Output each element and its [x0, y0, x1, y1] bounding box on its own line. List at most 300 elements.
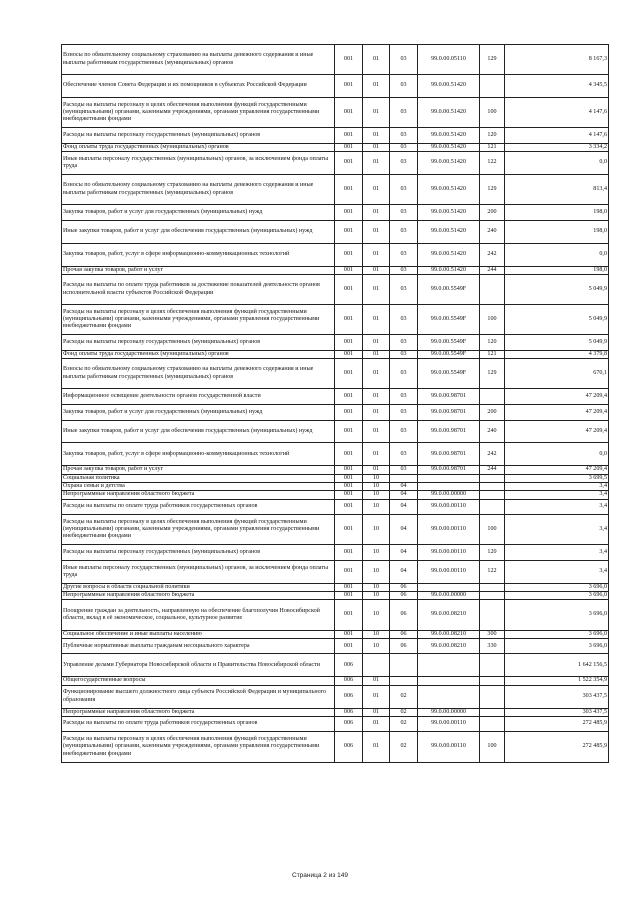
subsection-code-cell: 06 — [390, 638, 418, 654]
target-article-cell: 99.0.00.51420 — [418, 128, 480, 144]
row-name-cell: Расходы на выплаты персоналу в целях обеспечения выполнения функций государственными (муниципальными) органами, казенными учреждениями, органами управления государственными внебюджетными фондами — [62, 305, 335, 335]
ved-code-cell: 001 — [335, 491, 363, 499]
amount-cell: 3 696,0 — [505, 592, 609, 600]
expense-type-cell: 330 — [480, 638, 505, 654]
table-row — [62, 592, 609, 600]
amount-cell: 1 522 354,9 — [505, 677, 609, 685]
target-article-cell: 99.0.00.51420 — [418, 220, 480, 243]
row-name-cell: Расходы на выплаты персоналу в целях обеспечения выполнения функций государственными (муниципальными) органами, казенными учреждениями, органами управления государственными внебюджетными фондами — [62, 98, 335, 128]
section-code-cell: 10 — [363, 583, 390, 591]
amount-cell: 3 696,0 — [505, 630, 609, 638]
ved-code-cell: 006 — [335, 685, 363, 708]
section-code-cell: 10 — [363, 560, 390, 583]
expense-type-cell: 240 — [480, 220, 505, 243]
table-row — [62, 205, 609, 221]
target-article-cell: 99.0.00.5549F — [418, 335, 480, 351]
amount-cell: 3,4 — [505, 499, 609, 515]
expense-type-cell: 121 — [480, 143, 505, 151]
expense-type-cell: 129 — [480, 359, 505, 389]
section-code-cell: 01 — [363, 205, 390, 221]
ved-code-cell: 001 — [335, 152, 363, 175]
subsection-code-cell: 02 — [390, 732, 418, 762]
section-code-cell: 10 — [363, 499, 390, 515]
expense-type-cell: 120 — [480, 545, 505, 561]
subsection-code-cell: 03 — [390, 389, 418, 405]
ved-code-cell: 006 — [335, 708, 363, 716]
table-row — [62, 583, 609, 591]
section-code-cell: 01 — [363, 708, 390, 716]
table-row — [62, 266, 609, 274]
ved-code-cell: 001 — [335, 305, 363, 335]
amount-cell: 272 485,9 — [505, 716, 609, 732]
table-row — [62, 359, 609, 389]
section-code-cell: 01 — [363, 220, 390, 243]
row-name-cell: Расходы на выплаты персоналу государственных (муниципальных) органов — [62, 128, 335, 144]
section-code-cell: 01 — [363, 466, 390, 474]
ved-code-cell: 001 — [335, 404, 363, 420]
section-code-cell: 01 — [363, 45, 390, 75]
section-code-cell: 01 — [363, 75, 390, 98]
target-article-cell — [418, 677, 480, 685]
row-name-cell: Расходы на выплаты персоналу в целях обеспечения выполнения функций государственными (муниципальными) органами, казенными учреждениями, органами управления государственными внебюджетными фондами — [62, 732, 335, 762]
target-article-cell: 99.0.00.98701 — [418, 466, 480, 474]
amount-cell: 47 209,4 — [505, 389, 609, 405]
amount-cell: 670,1 — [505, 359, 609, 389]
expense-type-cell — [480, 583, 505, 591]
table-row — [62, 128, 609, 144]
section-code-cell: 10 — [363, 482, 390, 490]
table-row — [62, 152, 609, 175]
ved-code-cell: 001 — [335, 266, 363, 274]
target-article-cell: 99.0.00.98701 — [418, 389, 480, 405]
row-name-cell: Функционирование высшего должностного лица субъекта Российской Федерации и муниципального образования — [62, 685, 335, 708]
expense-type-cell — [480, 600, 505, 630]
target-article-cell: 99.0.00.00000 — [418, 708, 480, 716]
amount-cell: 8 167,3 — [505, 45, 609, 75]
expense-type-cell — [480, 482, 505, 490]
subsection-code-cell: 04 — [390, 515, 418, 545]
subsection-code-cell — [390, 677, 418, 685]
expense-type-cell — [480, 677, 505, 685]
row-name-cell: Расходы на выплаты персоналу в целях обеспечения выполнения функций государственными (муниципальными) органами, казенными учреждениями, органами управления государственными внебюджетными фондами — [62, 515, 335, 545]
expense-type-cell — [480, 274, 505, 304]
row-name-cell: Взносы по обязательному социальному страхованию на выплаты денежного содержания и иные выплаты работникам государственных (муниципальных) органов — [62, 359, 335, 389]
page-footer: Страница 2 из 149 — [292, 872, 348, 879]
ved-code-cell: 001 — [335, 274, 363, 304]
subsection-code-cell: 03 — [390, 220, 418, 243]
ved-code-cell: 001 — [335, 243, 363, 266]
row-name-cell: Закупка товаров, работ, услуг в сфере информационно-коммуникационных технологий — [62, 243, 335, 266]
target-article-cell: 99.0.00.51420 — [418, 205, 480, 221]
amount-cell: 4 379,8 — [505, 350, 609, 358]
row-name-cell: Поощрение граждан за деятельность, направленную на обеспечение благополучия Новосибирской области, вклад в её экономическое, социальное, культурное развитие — [62, 600, 335, 630]
subsection-code-cell: 03 — [390, 274, 418, 304]
ved-code-cell: 001 — [335, 560, 363, 583]
expense-type-cell: 122 — [480, 560, 505, 583]
ved-code-cell: 001 — [335, 359, 363, 389]
amount-cell: 3,4 — [505, 545, 609, 561]
subsection-code-cell — [390, 654, 418, 677]
expense-type-cell — [480, 708, 505, 716]
table-row — [62, 732, 609, 762]
expense-type-cell: 100 — [480, 515, 505, 545]
amount-cell: 0,0 — [505, 443, 609, 466]
expense-type-cell — [480, 499, 505, 515]
ved-code-cell: 001 — [335, 143, 363, 151]
section-code-cell: 01 — [363, 443, 390, 466]
subsection-code-cell: 03 — [390, 152, 418, 175]
amount-cell: 5 049,9 — [505, 305, 609, 335]
amount-cell: 0,0 — [505, 152, 609, 175]
amount-cell: 0,0 — [505, 243, 609, 266]
row-name-cell: Информационное освещение деятельности органов государственной власти — [62, 389, 335, 405]
target-article-cell: 99.0.00.08210 — [418, 630, 480, 638]
ved-code-cell: 006 — [335, 654, 363, 677]
target-article-cell: 99.0.00.00110 — [418, 732, 480, 762]
target-article-cell — [418, 583, 480, 591]
table-row — [62, 708, 609, 716]
target-article-cell: 99.0.00.5549F — [418, 274, 480, 304]
expense-type-cell — [480, 592, 505, 600]
target-article-cell: 99.0.00.5549F — [418, 305, 480, 335]
subsection-code-cell: 04 — [390, 560, 418, 583]
expense-type-cell: 242 — [480, 443, 505, 466]
target-article-cell: 99.0.00.98701 — [418, 443, 480, 466]
section-code-cell: 01 — [363, 266, 390, 274]
subsection-code-cell: 03 — [390, 243, 418, 266]
expense-type-cell: 100 — [480, 305, 505, 335]
amount-cell: 47 209,4 — [505, 420, 609, 443]
table-row — [62, 45, 609, 75]
ved-code-cell: 001 — [335, 583, 363, 591]
subsection-code-cell: 04 — [390, 491, 418, 499]
table-row — [62, 654, 609, 677]
subsection-code-cell: 03 — [390, 205, 418, 221]
target-article-cell: 99.0.00.00110 — [418, 545, 480, 561]
subsection-code-cell: 02 — [390, 716, 418, 732]
section-code-cell: 01 — [363, 404, 390, 420]
target-article-cell: 99.0.00.00110 — [418, 716, 480, 732]
ved-code-cell: 006 — [335, 732, 363, 762]
row-name-cell: Взносы по обязательному социальному страхованию на выплаты денежного содержания и иные выплаты работникам государственных (муниципальных) органов — [62, 45, 335, 75]
subsection-code-cell: 03 — [390, 98, 418, 128]
amount-cell: 4 345,5 — [505, 75, 609, 98]
amount-cell: 303 437,5 — [505, 685, 609, 708]
table-row — [62, 98, 609, 128]
ved-code-cell: 001 — [335, 175, 363, 205]
expense-type-cell: 200 — [480, 404, 505, 420]
table-row — [62, 499, 609, 515]
section-code-cell: 10 — [363, 515, 390, 545]
target-article-cell: 99.0.00.08210 — [418, 600, 480, 630]
target-article-cell: 99.0.00.5549F — [418, 359, 480, 389]
expense-type-cell: 300 — [480, 630, 505, 638]
subsection-code-cell: 04 — [390, 499, 418, 515]
ved-code-cell: 001 — [335, 545, 363, 561]
table-row — [62, 638, 609, 654]
row-name-cell: Расходы на выплаты по оплате труда работников за достижение показателей деятельности органов исполнительной власти субъектов Российской Федерации — [62, 274, 335, 304]
section-code-cell — [363, 654, 390, 677]
expense-type-cell: 121 — [480, 350, 505, 358]
section-code-cell: 01 — [363, 685, 390, 708]
row-name-cell: Непрограммные направления областного бюджета — [62, 592, 335, 600]
ved-code-cell: 001 — [335, 335, 363, 351]
expense-type-cell: 242 — [480, 243, 505, 266]
amount-cell: 3,4 — [505, 515, 609, 545]
target-article-cell: 99.0.00.51420 — [418, 175, 480, 205]
section-code-cell: 01 — [363, 98, 390, 128]
ved-code-cell: 001 — [335, 482, 363, 490]
amount-cell: 3,4 — [505, 482, 609, 490]
section-code-cell: 10 — [363, 474, 390, 482]
target-article-cell: 99.0.00.08210 — [418, 638, 480, 654]
table-row — [62, 482, 609, 490]
target-article-cell: 99.0.00.98701 — [418, 420, 480, 443]
target-article-cell: 99.0.00.51420 — [418, 75, 480, 98]
subsection-code-cell: 03 — [390, 350, 418, 358]
row-name-cell: Расходы на выплаты по оплате труда работников государственных органов — [62, 716, 335, 732]
table-row — [62, 677, 609, 685]
expense-type-cell: 129 — [480, 175, 505, 205]
target-article-cell: 99.0.00.00000 — [418, 491, 480, 499]
table-row — [62, 305, 609, 335]
subsection-code-cell: 03 — [390, 45, 418, 75]
expense-type-cell — [480, 389, 505, 405]
table-row — [62, 420, 609, 443]
row-name-cell: Расходы на выплаты по оплате труда работников государственных органов — [62, 499, 335, 515]
ved-code-cell: 001 — [335, 630, 363, 638]
ved-code-cell: 001 — [335, 128, 363, 144]
amount-cell: 1 642 156,5 — [505, 654, 609, 677]
row-name-cell: Социальная политика — [62, 474, 335, 482]
row-name-cell: Общегосударственные вопросы — [62, 677, 335, 685]
subsection-code-cell: 03 — [390, 143, 418, 151]
target-article-cell: 99.0.00.00110 — [418, 560, 480, 583]
row-name-cell: Прочая закупка товаров, работ и услуг — [62, 466, 335, 474]
ved-code-cell: 006 — [335, 677, 363, 685]
expense-type-cell: 122 — [480, 152, 505, 175]
section-code-cell: 10 — [363, 592, 390, 600]
subsection-code-cell: 03 — [390, 443, 418, 466]
ved-code-cell: 001 — [335, 389, 363, 405]
ved-code-cell: 001 — [335, 600, 363, 630]
ved-code-cell: 001 — [335, 45, 363, 75]
expense-type-cell: 120 — [480, 128, 505, 144]
subsection-code-cell: 03 — [390, 75, 418, 98]
table-row — [62, 685, 609, 708]
section-code-cell: 01 — [363, 128, 390, 144]
subsection-code-cell — [390, 474, 418, 482]
ved-code-cell: 001 — [335, 420, 363, 443]
ved-code-cell: 006 — [335, 716, 363, 732]
target-article-cell: 99.0.00.05110 — [418, 45, 480, 75]
amount-cell: 3,4 — [505, 491, 609, 499]
row-name-cell: Иные закупки товаров, работ и услуг для обеспечения государственных (муниципальных) нужд — [62, 220, 335, 243]
subsection-code-cell: 03 — [390, 305, 418, 335]
expense-type-cell: 240 — [480, 420, 505, 443]
section-code-cell: 01 — [363, 243, 390, 266]
row-name-cell: Иные выплаты персоналу государственных (муниципальных) органов, за исключением фонда оплаты труда — [62, 152, 335, 175]
amount-cell: 198,0 — [505, 266, 609, 274]
target-article-cell — [418, 654, 480, 677]
target-article-cell: 99.0.00.5549F — [418, 350, 480, 358]
row-name-cell: Другие вопросы в области социальной политики — [62, 583, 335, 591]
row-name-cell: Непрограммные направления областного бюджета — [62, 708, 335, 716]
amount-cell: 47 209,4 — [505, 466, 609, 474]
subsection-code-cell: 04 — [390, 545, 418, 561]
expense-type-cell: 120 — [480, 335, 505, 351]
subsection-code-cell: 03 — [390, 266, 418, 274]
expense-type-cell: 100 — [480, 732, 505, 762]
budget-table — [61, 44, 609, 763]
table-row — [62, 143, 609, 151]
table-row — [62, 335, 609, 351]
amount-cell: 3 696,0 — [505, 600, 609, 630]
ved-code-cell: 001 — [335, 75, 363, 98]
amount-cell: 3 696,0 — [505, 638, 609, 654]
subsection-code-cell: 03 — [390, 335, 418, 351]
table-row — [62, 443, 609, 466]
table-row — [62, 175, 609, 205]
table-row — [62, 515, 609, 545]
amount-cell: 5 049,9 — [505, 335, 609, 351]
section-code-cell: 01 — [363, 732, 390, 762]
target-article-cell: 99.0.00.00110 — [418, 499, 480, 515]
ved-code-cell: 001 — [335, 205, 363, 221]
amount-cell: 3 696,0 — [505, 583, 609, 591]
subsection-code-cell: 03 — [390, 359, 418, 389]
subsection-code-cell: 02 — [390, 708, 418, 716]
section-code-cell: 01 — [363, 335, 390, 351]
amount-cell: 303 437,5 — [505, 708, 609, 716]
row-name-cell: Закупка товаров, работ, услуг в сфере информационно-коммуникационных технологий — [62, 443, 335, 466]
row-name-cell: Закупка товаров, работ и услуг для государственных (муниципальных) нужд — [62, 205, 335, 221]
expense-type-cell: 129 — [480, 45, 505, 75]
row-name-cell: Охрана семьи и детства — [62, 482, 335, 490]
amount-cell: 5 049,9 — [505, 274, 609, 304]
ved-code-cell: 001 — [335, 638, 363, 654]
section-code-cell: 10 — [363, 630, 390, 638]
table-row — [62, 474, 609, 482]
table-row — [62, 560, 609, 583]
target-article-cell — [418, 474, 480, 482]
expense-type-cell: 244 — [480, 466, 505, 474]
subsection-code-cell: 06 — [390, 592, 418, 600]
amount-cell: 198,0 — [505, 220, 609, 243]
subsection-code-cell: 06 — [390, 630, 418, 638]
amount-cell: 4 147,6 — [505, 98, 609, 128]
section-code-cell: 10 — [363, 600, 390, 630]
table-row — [62, 600, 609, 630]
amount-cell: 47 209,4 — [505, 404, 609, 420]
section-code-cell: 01 — [363, 350, 390, 358]
expense-type-cell — [480, 685, 505, 708]
ved-code-cell: 001 — [335, 98, 363, 128]
target-article-cell: 99.0.00.00110 — [418, 515, 480, 545]
row-name-cell: Обеспечение членов Совета Федерации и их помощников в субъектах Российской Федерации — [62, 75, 335, 98]
table-row — [62, 389, 609, 405]
target-article-cell: 99.0.00.98701 — [418, 404, 480, 420]
amount-cell: 272 485,9 — [505, 732, 609, 762]
table-row — [62, 220, 609, 243]
table-row — [62, 466, 609, 474]
row-name-cell: Расходы на выплаты персоналу государственных (муниципальных) органов — [62, 335, 335, 351]
section-code-cell: 01 — [363, 175, 390, 205]
expense-type-cell — [480, 474, 505, 482]
ved-code-cell: 001 — [335, 443, 363, 466]
table-row — [62, 404, 609, 420]
table-row — [62, 75, 609, 98]
row-name-cell: Фонд оплаты труда государственных (муниципальных) органов — [62, 143, 335, 151]
ved-code-cell: 001 — [335, 220, 363, 243]
table-row — [62, 545, 609, 561]
target-article-cell — [418, 482, 480, 490]
amount-cell: 198,0 — [505, 205, 609, 221]
subsection-code-cell: 04 — [390, 482, 418, 490]
amount-cell: 3 334,2 — [505, 143, 609, 151]
ved-code-cell: 001 — [335, 499, 363, 515]
table-row — [62, 274, 609, 304]
section-code-cell: 10 — [363, 491, 390, 499]
row-name-cell: Социальное обеспечение и иные выплаты населению — [62, 630, 335, 638]
section-code-cell: 01 — [363, 305, 390, 335]
table-body — [62, 45, 609, 763]
table-row — [62, 491, 609, 499]
expense-type-cell: 100 — [480, 98, 505, 128]
section-code-cell: 01 — [363, 716, 390, 732]
subsection-code-cell: 03 — [390, 404, 418, 420]
section-code-cell: 01 — [363, 274, 390, 304]
row-name-cell: Управление делами Губернатора Новосибирской области и Правительства Новосибирской области — [62, 654, 335, 677]
amount-cell: 4 147,6 — [505, 128, 609, 144]
section-code-cell: 01 — [363, 152, 390, 175]
subsection-code-cell: 06 — [390, 600, 418, 630]
table-row — [62, 630, 609, 638]
row-name-cell: Закупка товаров, работ и услуг для государственных (муниципальных) нужд — [62, 404, 335, 420]
row-name-cell: Иные выплаты персоналу государственных (муниципальных) органов, за исключением фонда оплаты труда — [62, 560, 335, 583]
row-name-cell: Фонд оплаты труда государственных (муниципальных) органов — [62, 350, 335, 358]
expense-type-cell — [480, 491, 505, 499]
target-article-cell: 99.0.00.51420 — [418, 152, 480, 175]
subsection-code-cell: 02 — [390, 685, 418, 708]
table-row — [62, 716, 609, 732]
target-article-cell: 99.0.00.00000 — [418, 592, 480, 600]
subsection-code-cell: 06 — [390, 583, 418, 591]
row-name-cell: Взносы по обязательному социальному страхованию на выплаты денежного содержания и иные выплаты работникам государственных (муниципальных) органов — [62, 175, 335, 205]
section-code-cell: 01 — [363, 420, 390, 443]
expense-type-cell: 200 — [480, 205, 505, 221]
row-name-cell: Расходы на выплаты персоналу государственных (муниципальных) органов — [62, 545, 335, 561]
section-code-cell: 01 — [363, 677, 390, 685]
section-code-cell: 01 — [363, 359, 390, 389]
ved-code-cell: 001 — [335, 515, 363, 545]
subsection-code-cell: 03 — [390, 466, 418, 474]
row-name-cell: Иные закупки товаров, работ и услуг для обеспечения государственных (муниципальных) нужд — [62, 420, 335, 443]
row-name-cell: Прочая закупка товаров, работ и услуг — [62, 266, 335, 274]
expense-type-cell: 244 — [480, 266, 505, 274]
subsection-code-cell: 03 — [390, 128, 418, 144]
target-article-cell: 99.0.00.51420 — [418, 266, 480, 274]
section-code-cell: 10 — [363, 545, 390, 561]
section-code-cell: 01 — [363, 389, 390, 405]
table-row — [62, 350, 609, 358]
target-article-cell: 99.0.00.51420 — [418, 243, 480, 266]
subsection-code-cell: 03 — [390, 175, 418, 205]
amount-cell: 3,4 — [505, 560, 609, 583]
amount-cell: 813,4 — [505, 175, 609, 205]
table-row — [62, 243, 609, 266]
ved-code-cell: 001 — [335, 592, 363, 600]
